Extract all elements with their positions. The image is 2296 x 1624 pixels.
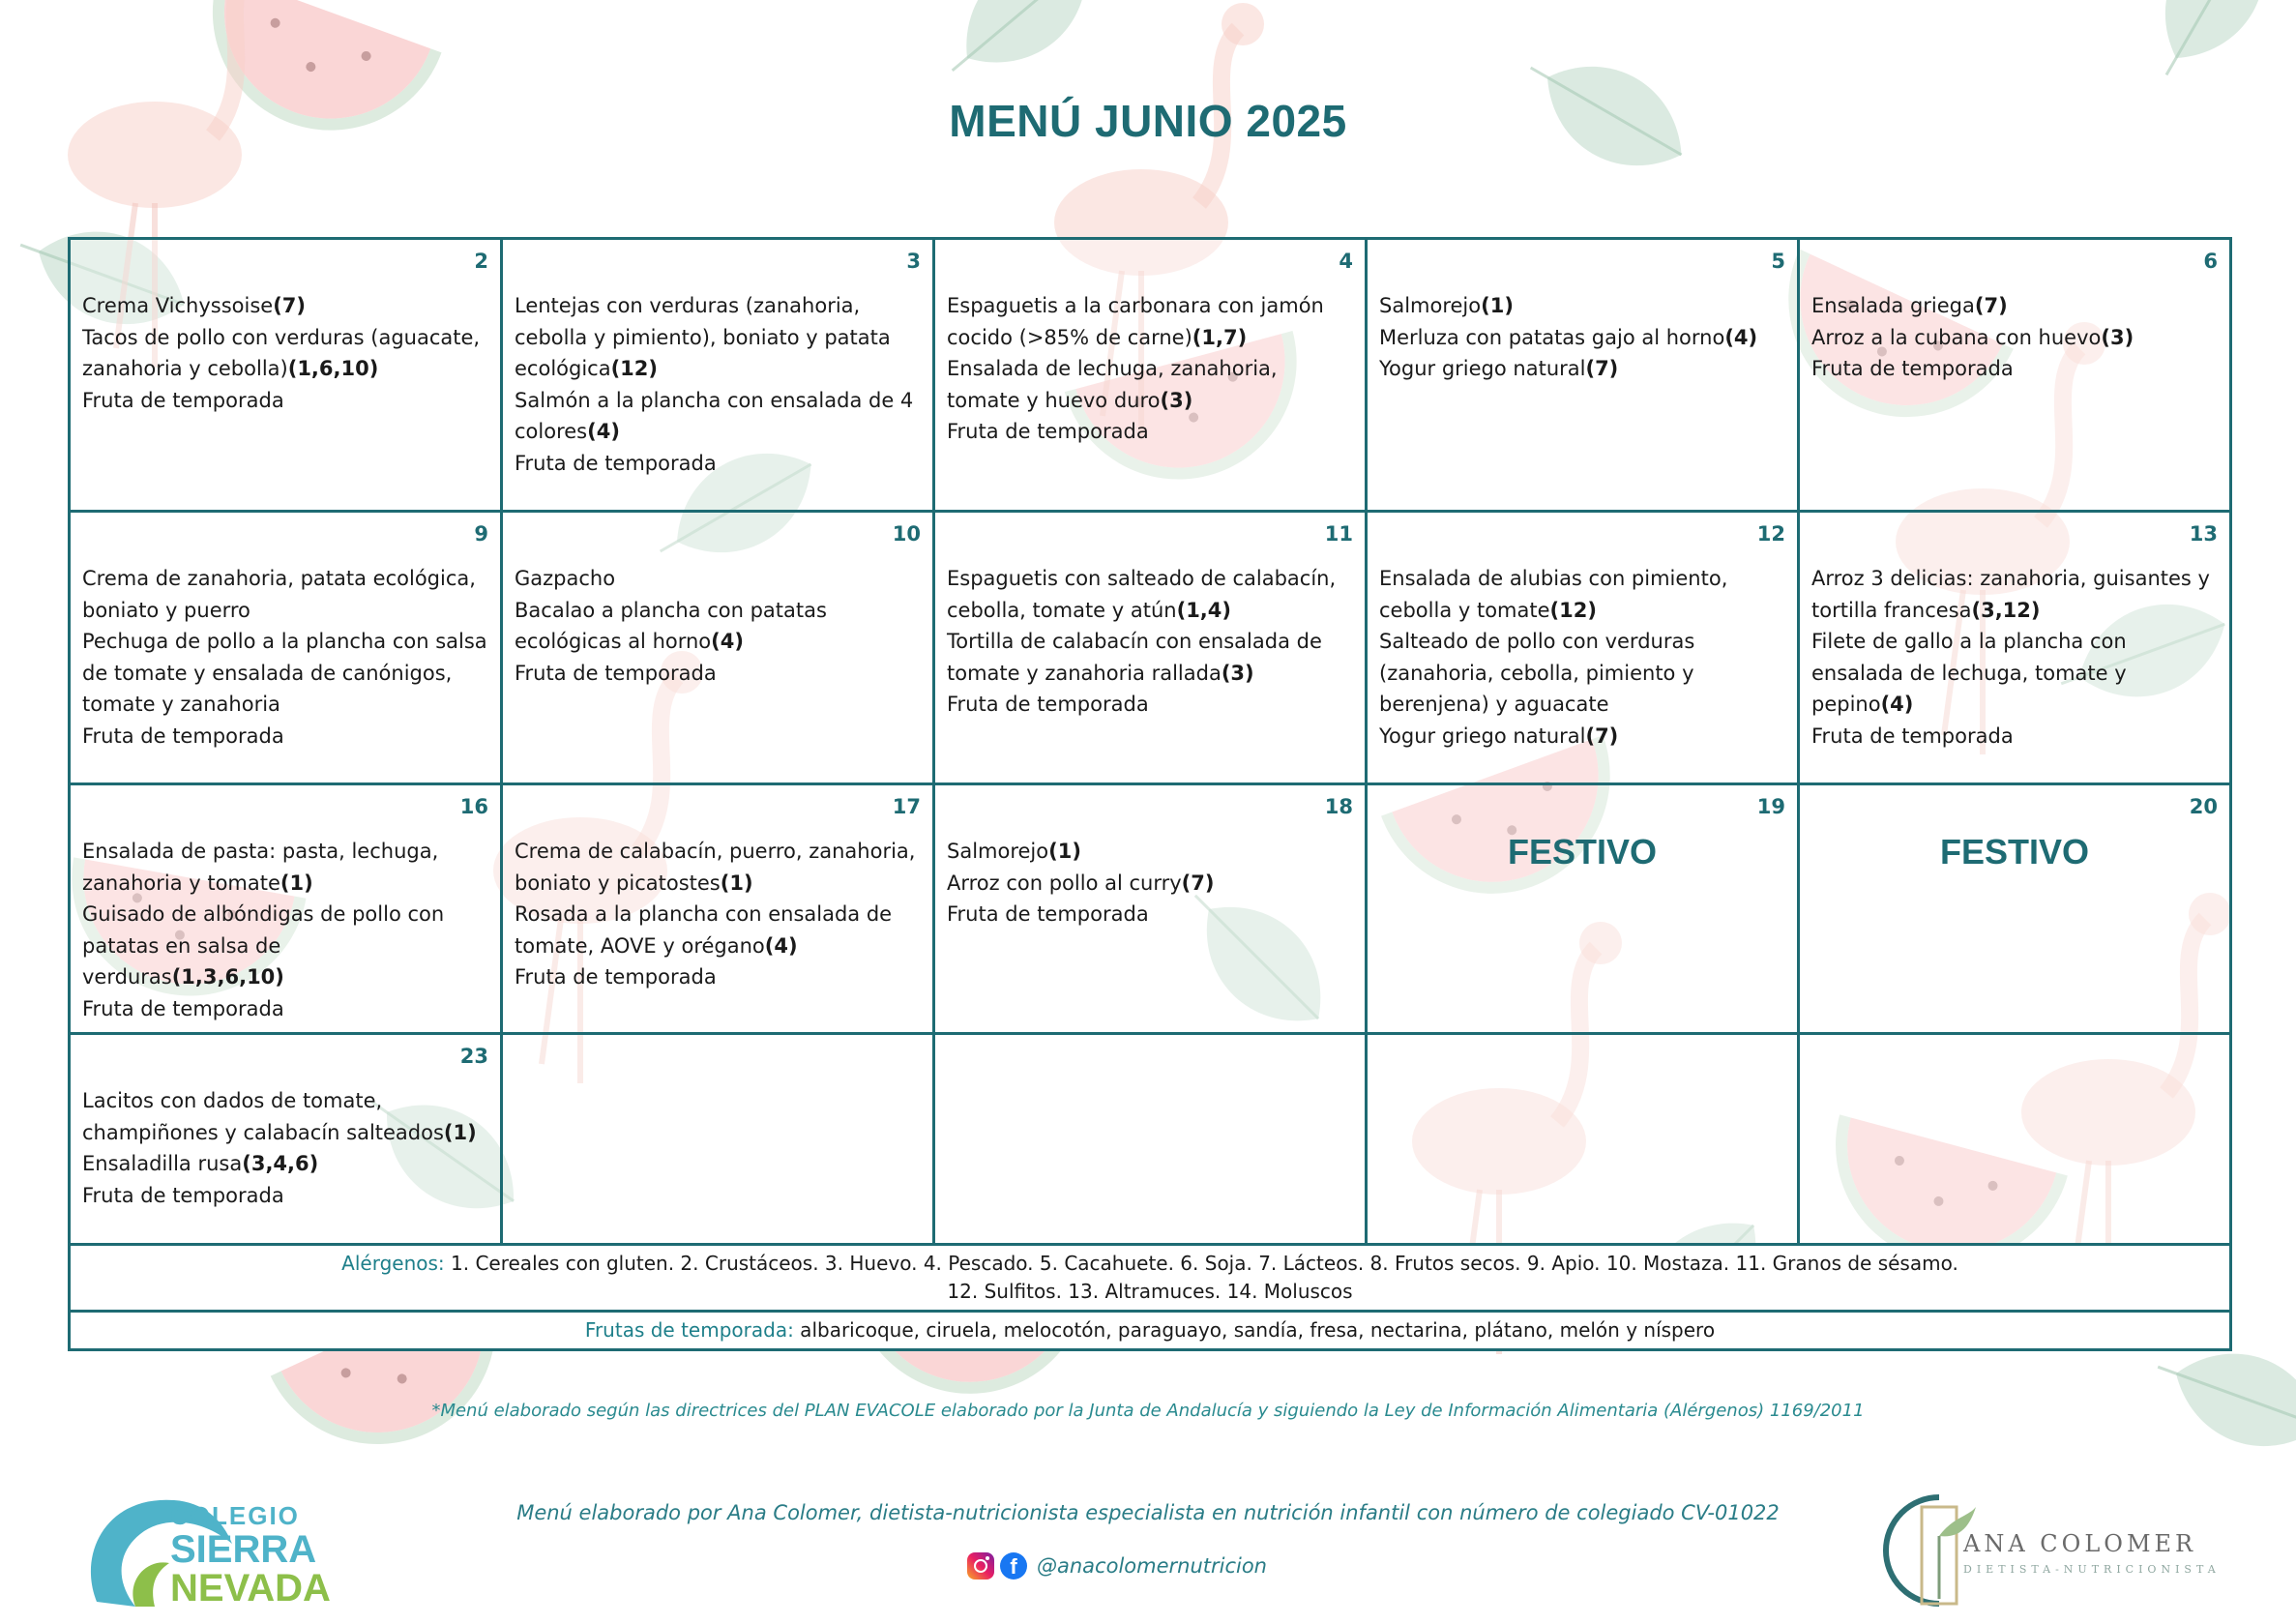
dish-name: Fruta de temporada xyxy=(1811,357,2014,380)
menu-item xyxy=(947,290,1353,353)
dish-name: Fruta de temporada xyxy=(82,723,284,748)
allergen-codes: (1) xyxy=(280,871,313,895)
menu-item xyxy=(947,353,1353,416)
facebook-icon[interactable]: f xyxy=(1000,1552,1027,1580)
dish-name: Fruta de temporada xyxy=(515,661,717,685)
dish-name: Arroz con pollo al curry xyxy=(947,871,1182,895)
dish-name: Fruta de temporada xyxy=(947,902,1149,926)
menu-item xyxy=(515,658,921,690)
allergen-codes: (4) xyxy=(711,630,744,653)
dish-name: Fruta de temporada xyxy=(515,451,717,475)
menu-item xyxy=(82,1180,488,1212)
dish-name: Lentejas con verduras (zanahoria, cebolla y pimiento), boniato y patata ecológica xyxy=(515,294,891,380)
allergen-codes: (4) xyxy=(764,933,798,958)
day-cell xyxy=(1799,784,2231,1034)
dish-name: Arroz a la cubana con huevo xyxy=(1811,325,2102,349)
allergens-row xyxy=(70,1245,2231,1312)
allergen-codes: (7) xyxy=(1181,871,1215,895)
dish-name: Ensalada de pasta: pasta, lechuga, zanahoria y tomate xyxy=(82,840,439,895)
allergen-codes: (1) xyxy=(1048,840,1081,863)
dish-name: Lacitos con dados de tomate, champiñones y calabacín salteados xyxy=(82,1089,444,1144)
menu-item xyxy=(82,993,488,1025)
fruits-row xyxy=(70,1312,2231,1350)
menu-item xyxy=(515,563,921,595)
menu-item xyxy=(1811,626,2218,721)
allergen-codes: (1,3,6,10) xyxy=(171,965,284,989)
dish-name: Fruta de temporada xyxy=(82,1183,284,1207)
menu-item xyxy=(82,626,488,721)
menu-item xyxy=(515,448,921,480)
menu-item xyxy=(947,689,1353,721)
dish-name: Salmón a la plancha con ensalada de 4 colores xyxy=(515,388,914,443)
nutritionist-name: ANA COLOMER xyxy=(1963,1530,2197,1557)
dish-name: Espaguetis a la carbonara con jamón cocido (>85% de carne) xyxy=(947,294,1324,349)
allergen-codes: (1) xyxy=(1481,294,1514,317)
day-cell xyxy=(1367,239,1799,512)
day-cell xyxy=(70,784,502,1034)
day-cell xyxy=(1799,1034,2231,1245)
dish-name: Fruta de temporada xyxy=(1811,723,2014,748)
allergen-codes: (7) xyxy=(1585,357,1619,380)
week-row xyxy=(70,1034,2231,1245)
menu-item xyxy=(82,1148,488,1180)
allergen-codes: (1) xyxy=(720,871,753,895)
dish-name: Tortilla de calabacín con ensalada de tomate y zanahoria rallada xyxy=(947,630,1322,685)
menu-item xyxy=(1379,626,1785,721)
menu-item xyxy=(82,1085,488,1148)
holiday-label: FESTIVO xyxy=(1939,832,2090,871)
day-number: 10 xyxy=(892,522,921,546)
allergen-codes: (3) xyxy=(1221,661,1254,685)
day-cell xyxy=(1799,239,2231,512)
day-number: 3 xyxy=(906,250,921,273)
allergen-codes: (12) xyxy=(1549,598,1597,622)
week-row xyxy=(70,784,2231,1034)
allergen-codes: (4) xyxy=(587,420,620,443)
dish-name: Ensaladilla rusa xyxy=(82,1152,243,1175)
day-cell xyxy=(502,1034,934,1245)
dish-name: Merluza con patatas gajo al horno xyxy=(1379,325,1725,349)
allergen-codes: (1,7) xyxy=(1192,325,1248,349)
school-line-2: SIERRA xyxy=(170,1528,317,1571)
footer xyxy=(0,1461,2296,1624)
menu-item xyxy=(1811,353,2218,385)
menu-item xyxy=(1811,563,2218,626)
dish-name: Crema Vichyssoise xyxy=(82,294,274,317)
allergen-codes: (1,6,10) xyxy=(287,357,379,380)
fruits-text: albaricoque, ciruela, melocotón, paraguayo, sandía, fresa, nectarina, plátano, melón y níspero xyxy=(793,1318,1716,1342)
day-cell xyxy=(1367,1034,1799,1245)
day-number: 19 xyxy=(1756,795,1785,818)
allergens-label: Alérgenos: xyxy=(341,1252,445,1275)
school-line-1: COLEGIO xyxy=(170,1501,300,1530)
day-cell xyxy=(502,512,934,784)
fruits-label: Frutas de temporada: xyxy=(584,1318,794,1342)
menu-item xyxy=(515,836,921,899)
day-cell xyxy=(934,239,1367,512)
day-number: 5 xyxy=(1771,250,1785,273)
menu-item xyxy=(82,899,488,993)
menu-item xyxy=(1811,290,2218,322)
dish-name: Fruta de temporada xyxy=(947,693,1149,716)
menu-item xyxy=(1379,353,1785,385)
day-number: 18 xyxy=(1324,795,1353,818)
fruits-legend xyxy=(70,1312,2231,1350)
dish-name: Espaguetis con salteado de calabacín, cebolla, tomate y atún xyxy=(947,567,1337,622)
day-cell xyxy=(502,239,934,512)
allergens-legend xyxy=(70,1245,2231,1312)
menu-item xyxy=(947,899,1353,930)
menu-item xyxy=(82,290,488,322)
allergen-codes: (3,4,6) xyxy=(242,1152,319,1175)
week-row xyxy=(70,512,2231,784)
menu-item xyxy=(515,290,921,385)
menu-item xyxy=(947,836,1353,868)
allergen-codes: (7) xyxy=(1974,294,2008,317)
day-number: 9 xyxy=(474,522,488,546)
allergens-text-1: 1. Cereales con gluten. 2. Crustáceos. 3. Huevo. 4. Pescado. 5. Cacahuete. 6. Soja. 7. Lácteos. 8. Frutos secos. 9. Apio. 10. Mostaza. 11. Granos de sésamo. xyxy=(444,1252,1958,1275)
day-cell xyxy=(934,512,1367,784)
dish-name: Gazpacho xyxy=(515,567,616,590)
day-cell xyxy=(1799,512,2231,784)
menu-item xyxy=(82,322,488,385)
author-credit: Menú elaborado por Ana Colomer, dietista-nutricionista especialista en nutrición infantil con número de colegiado CV-01022 xyxy=(516,1501,1780,1524)
day-number: 6 xyxy=(2203,250,2218,273)
menu-item xyxy=(947,416,1353,448)
dish-name: Rosada a la plancha con ensalada de tomate, AOVE y orégano xyxy=(515,902,893,958)
day-cell xyxy=(934,1034,1367,1245)
day-cell xyxy=(502,784,934,1034)
social-links xyxy=(967,1550,1267,1582)
allergen-codes: (1) xyxy=(443,1120,477,1144)
menu-item xyxy=(947,868,1353,900)
allergen-codes: (4) xyxy=(1724,325,1758,349)
allergen-codes: (4) xyxy=(1880,693,1914,716)
dish-name: Ensalada griega xyxy=(1811,294,1975,317)
regulation-note: *Menú elaborado según las directrices del PLAN EVACOLE elaborado por la Junta de Andalucía y siguiendo la Ley de Información Alimentaria (Alérgenos) 1169/2011 xyxy=(431,1401,1865,1421)
dish-name: Fruta de temporada xyxy=(515,965,717,989)
dish-name: Yogur griego natural xyxy=(1379,357,1586,380)
allergen-codes: (7) xyxy=(273,294,307,317)
dish-name: Salmorejo xyxy=(947,840,1049,863)
allergen-codes: (12) xyxy=(610,357,658,380)
menu-item xyxy=(1379,721,1785,753)
dish-name: Bacalao a plancha con patatas ecológicas al horno xyxy=(515,598,827,653)
day-cell xyxy=(70,239,502,512)
dish-name: Fruta de temporada xyxy=(947,420,1149,443)
page-title: MENÚ JUNIO 2025 xyxy=(949,96,1347,146)
dish-name: Crema de zanahoria, patata ecológica, boniato y puerro xyxy=(82,567,476,622)
menu-item xyxy=(82,385,488,417)
menu-item xyxy=(947,563,1353,626)
allergen-codes: (3) xyxy=(2101,325,2134,349)
dish-name: Arroz 3 delicias: zanahoria, guisantes y tortilla francesa xyxy=(1811,567,2210,622)
menu-item xyxy=(1811,721,2218,753)
allergen-codes: (7) xyxy=(1585,723,1619,748)
dish-name: Fruta de temporada xyxy=(82,996,284,1020)
day-number: 11 xyxy=(1324,522,1353,546)
nutritionist-subtitle: DIETISTA-NUTRICIONISTA xyxy=(1963,1563,2221,1576)
menu-item xyxy=(515,899,921,961)
day-number: 17 xyxy=(892,795,921,818)
menu-item xyxy=(82,836,488,899)
menu-item xyxy=(947,626,1353,689)
day-cell xyxy=(70,1034,502,1245)
menu-item xyxy=(515,961,921,993)
week-row xyxy=(70,239,2231,512)
day-cell xyxy=(1367,512,1799,784)
day-number: 4 xyxy=(1339,250,1353,273)
dish-name: Yogur griego natural xyxy=(1379,723,1586,748)
menu-item xyxy=(1811,322,2218,354)
dish-name: Ensalada de alubias con pimiento, cebolla y tomate xyxy=(1379,567,1728,622)
allergen-codes: (3) xyxy=(1160,388,1193,412)
menu-item xyxy=(1379,563,1785,626)
school-line-3: NEVADA xyxy=(170,1567,331,1609)
menu-item xyxy=(1379,322,1785,354)
day-cell xyxy=(934,784,1367,1034)
allergen-codes: (3,12) xyxy=(1971,598,2041,622)
menu-item xyxy=(515,385,921,448)
day-number: 2 xyxy=(474,250,488,273)
day-number: 20 xyxy=(2189,795,2218,818)
day-number: 23 xyxy=(459,1045,488,1068)
menu-calendar xyxy=(68,237,2232,1351)
dish-name: Salmorejo xyxy=(1379,294,1482,317)
dish-name: Tacos de pollo con verduras (aguacate, zanahoria y cebolla) xyxy=(82,325,481,380)
menu-item xyxy=(1379,290,1785,322)
menu-item xyxy=(515,595,921,658)
social-handle[interactable]: @anacolomernutricion xyxy=(1037,1554,1267,1578)
day-cell xyxy=(1367,784,1799,1034)
dish-name: Crema de calabacín, puerro, zanahoria, boniato y picatostes xyxy=(515,840,916,895)
menu-item xyxy=(82,721,488,753)
day-number: 13 xyxy=(2189,522,2218,546)
holiday-label: FESTIVO xyxy=(1507,832,1658,871)
allergens-text-2: 12. Sulfitos. 13. Altramuces. 14. Moluscos xyxy=(947,1280,1353,1303)
dish-name: Ensalada de lechuga, zanahoria, tomate y huevo duro xyxy=(947,357,1278,412)
day-number: 16 xyxy=(459,795,488,818)
dish-name: Fruta de temporada xyxy=(82,388,284,412)
dish-name: Filete de gallo a la plancha con ensalada de lechuga, tomate y pepino xyxy=(1811,630,2127,716)
dish-name: Salteado de pollo con verduras (zanahoria, cebolla, pimiento y berenjena) y aguacate xyxy=(1379,630,1695,716)
dish-name: Pechuga de pollo a la plancha con salsa de tomate y ensalada de canónigos, tomate y zanahoria xyxy=(82,630,487,716)
menu-item xyxy=(82,563,488,626)
instagram-icon[interactable] xyxy=(967,1552,994,1580)
allergen-codes: (1,4) xyxy=(1176,598,1231,622)
day-number: 12 xyxy=(1756,522,1785,546)
dish-name: Guisado de albóndigas de pollo con patatas en salsa de verduras xyxy=(82,902,445,989)
day-cell xyxy=(70,512,502,784)
